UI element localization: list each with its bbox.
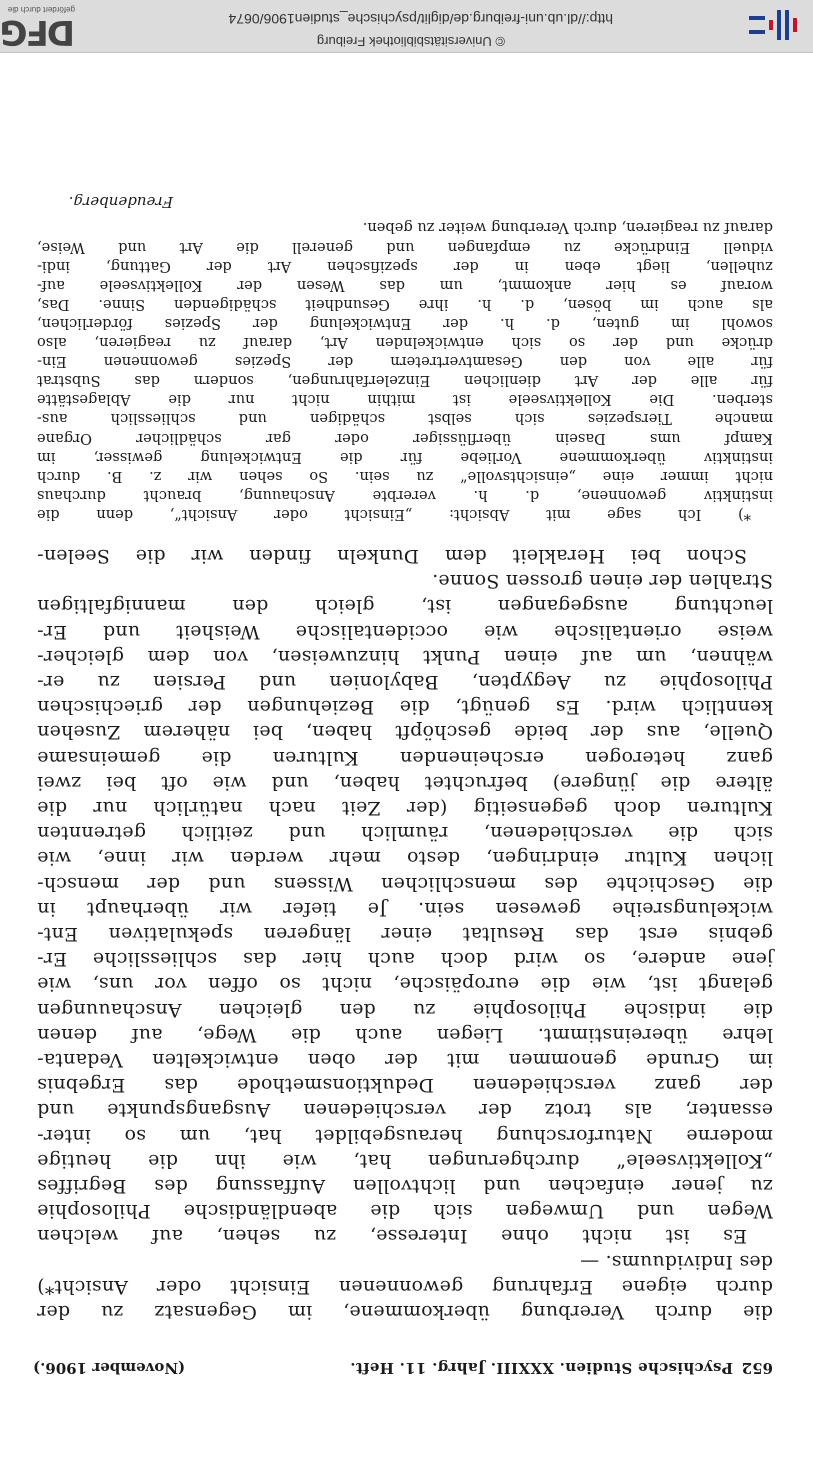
body-line: Es ist nicht ohne Interesse, zu sehen, auf welchen xyxy=(37,1225,747,1248)
body-line: wähnen, um auf einen Punkt hinzuweisen, von dem gleicher- xyxy=(37,645,773,668)
page-number: 652 xyxy=(741,1359,773,1377)
body-line: kenntlich wird. Es genügt, die Beziehungen der griechischen xyxy=(37,696,773,719)
body-line: jene andere, so wird doch auch hier das schliessliche Er- xyxy=(37,948,773,971)
footnote-line: instinktiv überkommene Vorliebe für die Entwickelung gewisser, im xyxy=(37,448,773,466)
footnote-line: zuhellen, liegt eben in der spezifischen Art der Gattung, indi- xyxy=(37,257,773,275)
body-line: die Geschichte des menschlichen Wissens und der mensch- xyxy=(37,872,773,895)
body-line: sich die verschiedenen, räumlich und zeitlich getrennten xyxy=(37,822,773,845)
footnote-line: darauf zu reagieren, durch Vererbung weiter zu geben. xyxy=(362,219,773,237)
dfg-caption: gefördert durch die xyxy=(7,5,75,14)
body-line: im Grunde genommen mit der oben entwickelten Vedanta- xyxy=(37,1049,773,1071)
copyright-notice: © Universitätsbibliothek Freiburg xyxy=(316,34,505,49)
footnote-line: instinktiv gewonnene, d. h. vererbte Anschauung, braucht durchaus xyxy=(37,486,773,504)
viewer-toolbar xyxy=(0,0,813,53)
body-line: Schon bei Herakleit dem Dunkeln finden wir die Seelen- xyxy=(37,545,747,567)
body-line: lichen Kultur eindringen, desto mehr werden wir inne, wie xyxy=(37,847,773,870)
body-line: des Individuums. — xyxy=(579,1250,773,1273)
footnote-line: Kampf ums Dasein überflüssiger oder gar schädlicher Organe xyxy=(37,429,773,447)
issue-date: (November 1906.) xyxy=(33,1359,186,1377)
body-line: Philosophie zu Aegypten, Babylonien und Persien zu er- xyxy=(37,671,773,693)
body-line: wickelungsreihe gewesen sein. Je tiefer wir überhaupt in xyxy=(37,897,773,920)
footnote-line: sowohl im guten, d. h. der Entwickelung der Spezies förderlichen, xyxy=(37,315,773,332)
body-line: Strahlen der einen grossen Sonne. xyxy=(431,570,773,593)
body-line: Quelle, aus der beide geschöpft haben, bei näherem Zusehen xyxy=(37,721,773,744)
footnote-line: manche Tierspezies sich selbst schädigen und schliesslich aus- xyxy=(37,410,773,428)
ub-freiburg-logo-icon[interactable] xyxy=(739,6,801,44)
footnote-line: *) Ich sage mit Absicht: „Einsicht oder Ansicht“, denn die xyxy=(37,506,751,523)
document-url[interactable]: http://dl.ub.uni-freiburg.de/diglit/psychische_studien1906/0674 xyxy=(228,11,613,27)
body-line: essanter, als trotz der verschiedenen Ausgangspunkte und xyxy=(37,1099,773,1122)
dfg-logo[interactable] xyxy=(0,4,78,52)
footnote-line: sterben. Die Kollektivseele ist mithin nicht nur die Ablagestätte xyxy=(37,391,773,409)
body-line: die indische Philosophie zu den gleichen Anschauungen xyxy=(37,998,773,1021)
body-line: die durch Vererbung überkommene, im Gegensatz zu der xyxy=(37,1301,773,1323)
body-line: durch eigene Erfahrung gewonnenen Einsicht oder Ansicht*) xyxy=(37,1275,773,1298)
running-title: Psychische Studien. XXXIII. Jahrg. 11. Heft. xyxy=(350,1359,733,1377)
body-line: der ganz verschiedenen Deduktionsmethode das Ergebnis xyxy=(37,1074,773,1097)
body-line: weise orientalische wie occidentalische Weisheit und Er- xyxy=(37,620,773,643)
body-line: leuchtung ausgegangen ist, gleich den mannigfaltigen xyxy=(37,595,773,618)
body-line: moderne Naturforschung herausgebildet hat, um so inter- xyxy=(37,1124,773,1147)
footnote-line: für alle von den Gesamtvertretern der Spezies gewonnenen Ein- xyxy=(37,353,773,371)
body-line: ältere die jüngere) befruchtet haben, und wie oft bei zwei xyxy=(37,771,773,794)
author-signature: Freudenberg. xyxy=(68,193,173,212)
footnote-line: worauf es hier ankommt, um das Wesen der Kollektivseele auf- xyxy=(37,276,773,294)
body-line: Wegen und Umwegen sich die abendländische Philosophie xyxy=(37,1200,773,1223)
body-line: zu jener einfachen und lichtvollen Auffassung des Begriffes xyxy=(37,1175,773,1197)
body-line: lehre übereinstimmt. Liegen auch die Wege, auf denen xyxy=(37,1023,773,1046)
body-line: gebnis erst das Resultat einer längeren spekulativen Ent- xyxy=(37,923,773,945)
body-line: Kulturen doch gegenseitig (der Zeit nach natürlich nur die xyxy=(37,797,773,819)
body-line: „Kollektivseele“ durchgerungen hat, wie ihn die heutige xyxy=(37,1149,773,1172)
footnote-line: drücke und der so sich entwickelnden Art, darauf zu reagieren, also xyxy=(37,334,773,352)
footnote-line: nicht immer eine „einsichtsvolle“ zu sein. So sehen wir z. B. durch xyxy=(37,467,773,485)
footnote-line: viduell Eindrücke zu empfangen und generell die Art und Weise, xyxy=(37,238,773,256)
footnote-line: als auch im bösen, d. h. ihre Gesundheit schädigenden Sinne. Das, xyxy=(37,295,773,313)
dfg-logo-text: DFG xyxy=(1,12,75,52)
body-line: gelangt ist, wie die europäische, nicht so offen vor uns, wie xyxy=(37,973,773,996)
body-line: ganz heterogen erscheinenden Kulturen die gemeinsame xyxy=(37,746,773,769)
footnote-line: für alle der Art dienlichen Einzelerfahrungen, sondern das Substrat xyxy=(37,372,773,390)
